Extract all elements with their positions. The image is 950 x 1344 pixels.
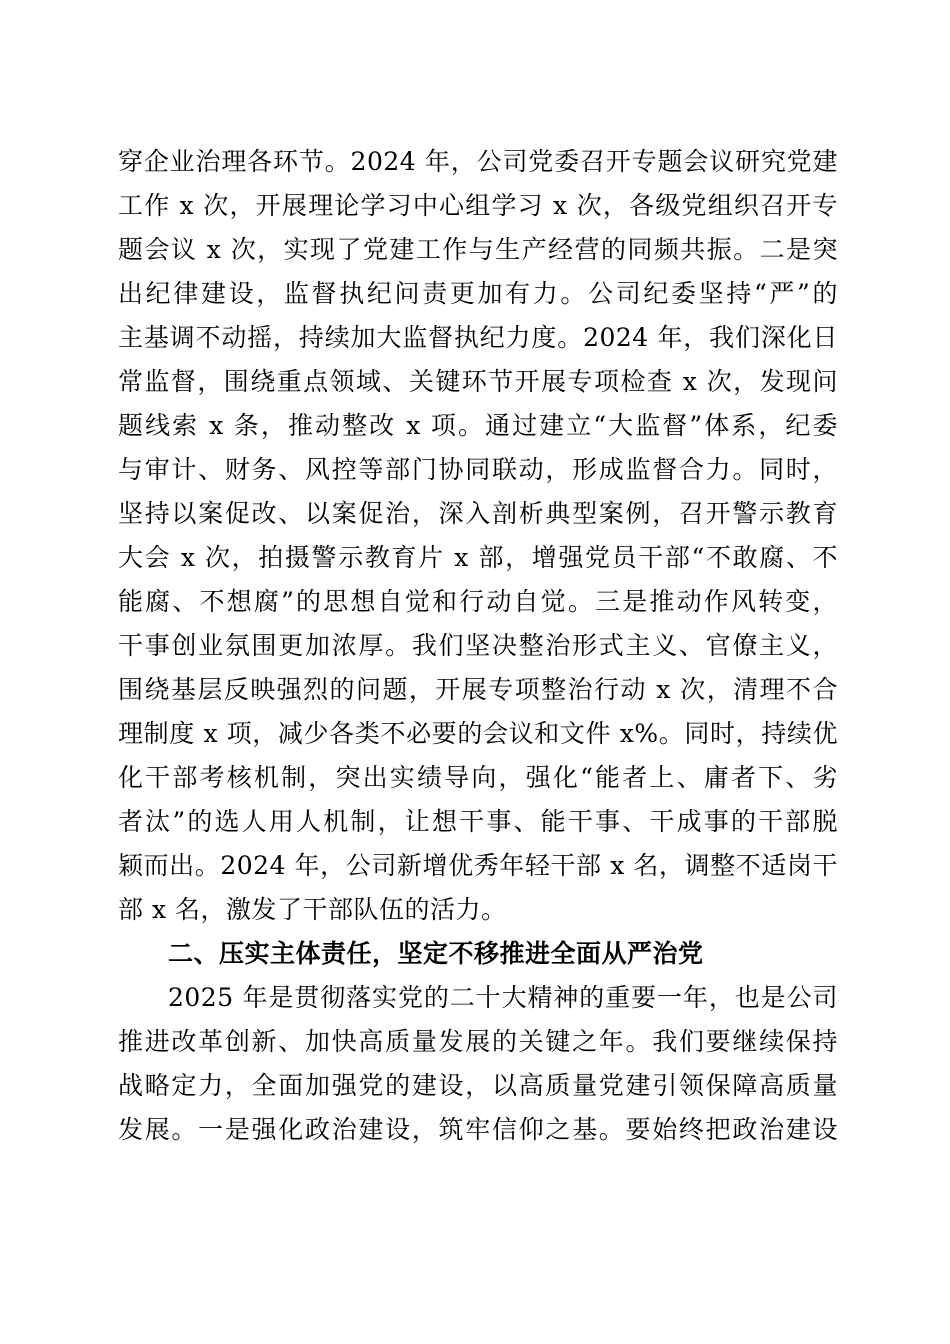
paragraph-line: 能腐、不想腐”的思想自觉和行动自觉。三是推动作风转变， [118,587,838,616]
paragraph-line: 题线索 x 条，推动整改 x 项。通过建立“大监督”体系，纪委 [118,411,838,440]
paragraph-line: 理制度 x 项，减少各类不必要的会议和文件 x%。同时，持续优 [118,719,838,748]
paragraph-line: 题会议 x 次，实现了党建工作与生产经营的同频共振。二是突 [118,235,838,264]
paragraph-line: 化干部考核机制，突出实绩导向，强化“能者上、庸者下、劣 [118,763,838,792]
paragraph-line: 主基调不动摇，持续加大监督执纪力度。2024 年，我们深化日 [118,323,838,352]
paragraph-line: 战略定力，全面加强党的建设，以高质量党建引领保障高质量 [118,1071,838,1100]
paragraph-line: 发展。一是强化政治建设，筑牢信仰之基。要始终把政治建设 [118,1115,838,1144]
paragraph-line: 与审计、财务、风控等部门协同联动，形成监督合力。同时， [118,455,838,484]
document-body [118,140,838,1152]
paragraph-line: 2025 年是贯彻落实党的二十大精神的重要一年，也是公司 [168,983,838,1012]
paragraph-line: 常监督，围绕重点领域、关键环节开展专项检查 x 次，发现问 [118,367,838,396]
paragraph-line: 穿企业治理各环节。2024 年，公司党委召开专题会议研究党建 [118,147,838,176]
paragraph-line: 工作 x 次，开展理论学习中心组学习 x 次，各级党组织召开专 [118,191,838,220]
paragraph-line: 坚持以案促改、以案促治，深入剖析典型案例，召开警示教育 [118,499,838,528]
paragraph-line: 者汰”的选人用人机制，让想干事、能干事、干成事的干部脱 [118,807,838,836]
section-heading: 二、压实主体责任，坚定不移推进全面从严治党 [168,939,704,968]
paragraph-line: 大会 x 次，拍摄警示教育片 x 部，增强党员干部“不敢腐、不 [118,543,838,572]
paragraph-line: 干事创业氛围更加浓厚。我们坚决整治形式主义、官僚主义， [118,631,838,660]
paragraph-line: 围绕基层反映强烈的问题，开展专项整治行动 x 次，清理不合 [118,675,838,704]
paragraph-line: 颖而出。2024 年，公司新增优秀年轻干部 x 名，调整不适岗干 [118,851,838,880]
paragraph-line: 出纪律建设，监督执纪问责更加有力。公司纪委坚持“严”的 [118,279,838,308]
paragraph-line: 推进改革创新、加快高质量发展的关键之年。我们要继续保持 [118,1027,838,1056]
paragraph-line: 部 x 名，激发了干部队伍的活力。 [118,895,507,924]
